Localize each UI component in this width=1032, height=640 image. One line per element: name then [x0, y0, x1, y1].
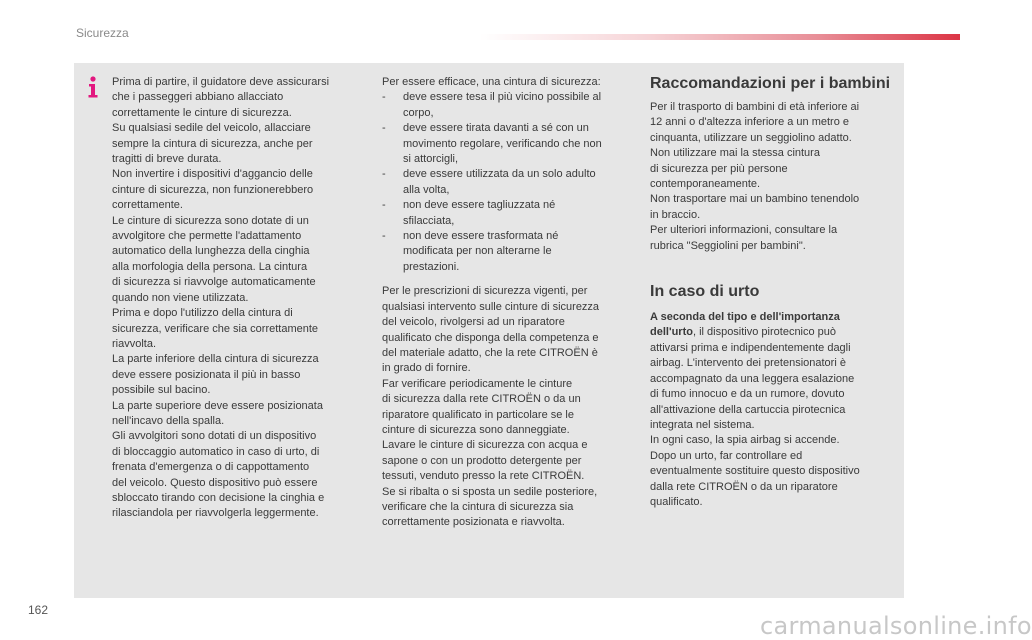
crash-lead-rest: , il dispositivo pirotecnico può: [692, 326, 837, 339]
section-title: Sicurezza: [76, 26, 129, 40]
text-line: Gli avvolgitori sono dotati di un dispositivo: [112, 430, 317, 443]
bullet-dash: -: [382, 91, 386, 104]
text-line: all'attivazione della cartuccia pirotecnica: [650, 403, 846, 416]
text-line: deve essere posizionata il più in basso: [112, 368, 301, 381]
text-line: Prima di partire, il guidatore deve assicurarsi: [112, 76, 330, 88]
text-line: correttamente.: [112, 199, 183, 212]
text-line: di sicurezza per più persone: [650, 162, 788, 175]
text-line: contemporaneamente.: [650, 178, 761, 191]
children-text: [650, 100, 898, 254]
text-line: del materiale adatto, che la rete CITROËN è: [382, 346, 598, 359]
text-line: nell'incavo della spalla.: [112, 414, 225, 427]
text-line: verificare che la cintura di sicurezza sia: [382, 500, 574, 513]
crash-text: [650, 341, 898, 510]
text-line: di bloccaggio automatico in caso di urto, di: [112, 445, 320, 458]
bullet-dash: -: [382, 168, 386, 181]
text-line: cinture di sicurezza, non funzionerebbero: [112, 183, 314, 196]
page-number: 162: [28, 603, 49, 617]
text-line: quando non viene utilizzata.: [112, 291, 249, 304]
text-line: Su qualsiasi sedile del veicolo, allacciare: [112, 122, 311, 135]
crash-heading: In caso di urto: [650, 283, 760, 301]
text-line: del veicolo. Questo dispositivo può essere: [112, 476, 318, 489]
text-line: in braccio.: [650, 208, 701, 221]
maintenance-text: [382, 284, 634, 531]
requirement-item: [382, 90, 634, 121]
bullet-dash: -: [382, 230, 386, 243]
text-line: in grado di fornire.: [382, 362, 471, 375]
requirement-line: alla volta,: [403, 183, 450, 196]
text-line: integrata nel sistema.: [650, 418, 755, 431]
requirement-line: si attorcigli,: [403, 153, 459, 166]
text-line: qualificato che disponga della competenza e: [382, 331, 599, 344]
requirement-line: deve essere tesa il più vicino possibile al: [403, 91, 602, 104]
text-line: di sicurezza dalla rete CITROËN o da un: [382, 393, 581, 406]
text-line: 12 anni o d'altezza inferiore a un metro e: [650, 116, 849, 129]
children-and-crash-column: [650, 74, 898, 510]
text-line: Non utilizzare mai la stessa cintura: [650, 147, 820, 160]
text-line: qualsiasi intervento sulle cinture di sicurezza: [382, 300, 600, 313]
text-line: Far verificare periodicamente le cinture: [382, 377, 573, 390]
text-line: sempre la cintura di sicurezza, anche per: [112, 137, 313, 150]
bullet-dash: -: [382, 122, 386, 135]
text-line: automatico della lunghezza della cinghia: [112, 245, 310, 258]
requirement-line: deve essere tirata davanti a sé con un: [403, 122, 589, 135]
text-line: Prima e dopo l'utilizzo della cintura di: [112, 307, 293, 320]
text-line: di fumo innocuo e da un rumore, dovuto: [650, 388, 845, 401]
text-line: riavvolta.: [112, 337, 157, 350]
text-line: rilasciandola per riavvolgerla leggermente.: [112, 507, 319, 520]
requirement-line: modificata per non alterarne le: [403, 245, 552, 258]
requirement-item: [382, 167, 634, 198]
text-line: riparatore qualificato in particolare se le: [382, 408, 574, 421]
text-line: correttamente posizionata e riavvolta.: [382, 516, 565, 529]
crash-lead-bold: A seconda del tipo e dell'importanza: [650, 311, 840, 324]
text-line: Per il trasporto di bambini di età inferiore ai: [650, 101, 860, 113]
text-line: cinquanta, utilizzare un seggiolino adatto.: [650, 131, 852, 144]
text-line: Per le prescrizioni di sicurezza vigenti, per: [382, 285, 588, 298]
text-line: correttamente le cinture di sicurezza.: [112, 106, 292, 119]
seatbelt-instructions-column: [112, 75, 360, 522]
requirement-line: deve essere utilizzata da un solo adulto: [403, 168, 596, 181]
children-heading: Raccomandazioni per i bambini: [650, 75, 891, 92]
text-line: sicurezza, verificare che sia correttamente: [112, 322, 319, 335]
requirements-list: [382, 90, 634, 275]
text-line: tragitti di breve durata.: [112, 153, 222, 166]
text-line: qualificato.: [650, 495, 703, 508]
text-line: di sicurezza si riavvolge automaticamente: [112, 276, 316, 289]
text-line: rubrica "Seggiolini per bambini".: [650, 239, 806, 252]
text-line: avvolgitore che permette l'adattamento: [112, 230, 302, 243]
requirement-item: [382, 198, 634, 229]
header-accent-rule: [480, 34, 960, 40]
text-line: alla morfologia della persona. La cintura: [112, 260, 308, 273]
requirement-line: sfilacciata,: [403, 214, 455, 227]
requirement-line: prestazioni.: [403, 260, 460, 273]
text-line: airbag. L'intervento dei pretensionatori è: [650, 357, 846, 370]
info-icon: [87, 76, 99, 98]
text-line: possibile sul bacino.: [112, 384, 211, 397]
text-line: sapone o con un prodotto detergente per: [382, 454, 582, 467]
text-line: del veicolo, rivolgersi ad un riparatore: [382, 316, 565, 329]
requirement-line: non deve essere trasformata né: [403, 230, 559, 243]
text-line: In ogni caso, la spia airbag si accende.: [650, 434, 840, 447]
text-line: cinture di sicurezza sono danneggiate.: [382, 423, 570, 436]
text-line: Per ulteriori informazioni, consultare la: [650, 224, 838, 237]
text-line: eventualmente sostituire questo dispositivo: [650, 465, 860, 478]
text-line: Non trasportare mai un bambino tenendolo: [650, 193, 860, 206]
text-line: dalla rete CITROËN o da un riparatore: [650, 480, 838, 493]
crash-lead-bold-2: dell'urto: [650, 326, 693, 339]
text-line: Dopo un urto, far controllare ed: [650, 449, 803, 462]
text-line: frenata d'emergenza o di cappottamento: [112, 461, 310, 474]
requirement-item: [382, 121, 634, 167]
text-line: tessuti, venduto presso la rete CITROËN.: [382, 470, 585, 483]
requirement-item: [382, 229, 634, 275]
bullet-dash: -: [382, 199, 386, 212]
seatbelt-requirements-column: [382, 75, 634, 531]
seatbelt-instructions-text: [112, 75, 360, 522]
text-line: sbloccato tirando con decisione la cinghia e: [112, 491, 325, 504]
text-line: Le cinture di sicurezza sono dotate di un: [112, 214, 309, 227]
requirement-line: non deve essere tagliuzzata né: [403, 199, 556, 212]
requirements-intro: Per essere efficace, una cintura di sicurezza:: [382, 76, 601, 88]
text-line: Non invertire i dispositivi d'aggancio delle: [112, 168, 313, 181]
requirement-line: movimento regolare, verificando che non: [403, 137, 602, 150]
text-line: La parte inferiore della cintura di sicurezza: [112, 353, 319, 366]
text-line: Se si ribalta o si sposta un sedile posteriore,: [382, 485, 598, 498]
text-line: accompagnato da una leggera esalazione: [650, 372, 855, 385]
text-line: che i passeggeri abbiano allacciato: [112, 91, 284, 104]
text-line: attivarsi prima e indipendentemente dagli: [650, 341, 851, 354]
watermark: carmanualsonline.info: [760, 612, 1032, 640]
text-line: Lavare le cinture di sicurezza con acqua e: [382, 439, 588, 452]
crash-lead: [650, 310, 898, 341]
text-line: La parte superiore deve essere posizionata: [112, 399, 323, 412]
requirement-line: corpo,: [403, 106, 434, 119]
